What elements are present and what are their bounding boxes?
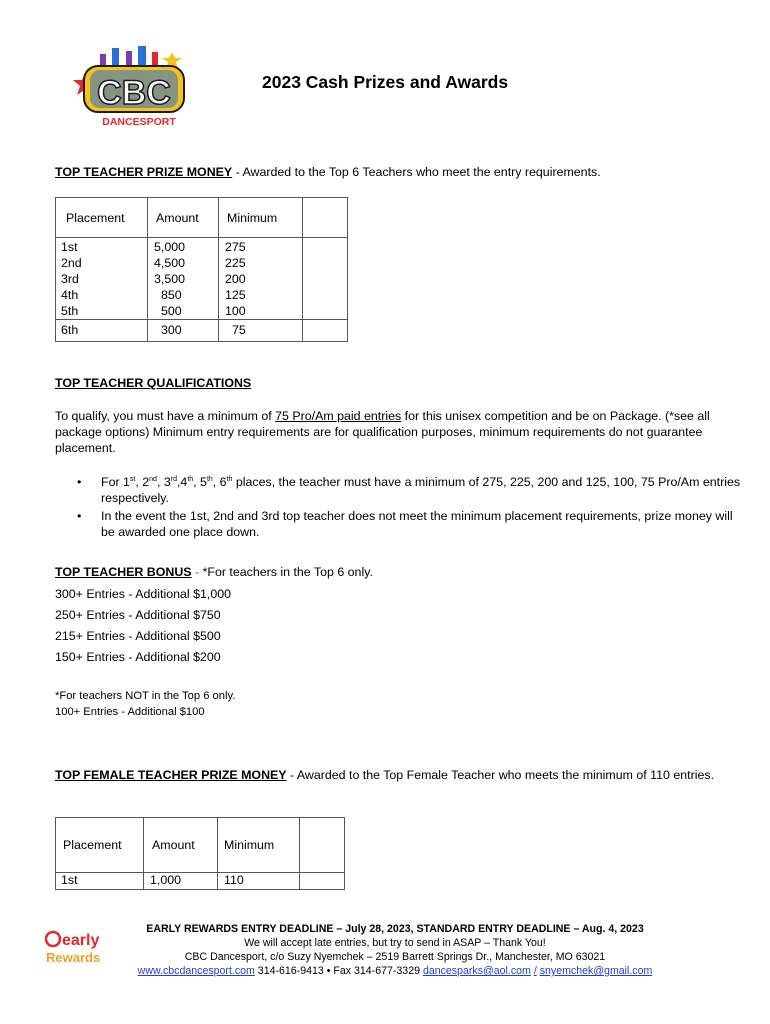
not-top-item: 100+ Entries - Additional $100	[55, 706, 205, 718]
list-item	[55, 474, 747, 506]
female-minimum: 110	[218, 873, 300, 890]
table-row	[56, 873, 345, 890]
dot-separator-icon: •	[326, 965, 331, 977]
sup-2: nd	[149, 475, 157, 483]
bonus-heading-label: TOP TEACHER BONUS	[55, 565, 192, 579]
table-header-row	[56, 198, 348, 238]
qualifications-text-end: for this unisex competition and be on Package. (*see all package options) Minimum entry requirements are for qualification purposes, minimum requirements do not guarantee placement.	[55, 409, 710, 455]
prize-money-table	[55, 197, 348, 342]
logo-letters: CBC	[97, 74, 171, 112]
qualifications-min-entries: 75 Pro/Am paid entries	[275, 409, 402, 423]
female-prize-table	[55, 817, 345, 890]
table-row	[56, 320, 348, 342]
blank-cell	[300, 873, 345, 890]
bullet-icon: •	[77, 475, 82, 489]
blank-cell	[303, 238, 348, 320]
email-link-2[interactable]: snyemchek@gmail.com	[539, 965, 653, 977]
table-row	[56, 238, 348, 320]
list-item: 250+ Entries - Additional $750	[55, 608, 221, 622]
bullet-icon: •	[77, 509, 82, 523]
bullet1-text-end: places, the teacher must have a minimum of 275, 225, 200 and 125, 100, 75 Pro/Am entries respectively.	[101, 475, 741, 505]
female-placement: 1st	[56, 873, 144, 890]
placement-5th: 5th	[61, 304, 79, 318]
page-title: 2023 Cash Prizes and Awards	[262, 72, 509, 92]
sup-6: th	[226, 475, 233, 483]
qualifications-text-start: To qualify, you must have a minimum of	[55, 409, 276, 423]
website-link[interactable]: www.cbcdancesport.com	[137, 965, 255, 977]
qualifications-heading-label: TOP TEACHER QUALIFICATIONS	[55, 376, 252, 390]
qualifications-list	[55, 474, 747, 542]
phone-number: 314-616-9413	[257, 965, 324, 977]
female-description: - Awarded to the Top Female Teacher who meets the minimum of 110 entries.	[286, 768, 715, 782]
email-separator: /	[533, 965, 537, 977]
table-header-row	[56, 818, 345, 873]
header-minimum: Minimum	[219, 198, 303, 238]
blank-cell	[303, 320, 348, 342]
list-item: 150+ Entries - Additional $200	[55, 650, 221, 664]
amount-4th: 850	[161, 288, 182, 302]
minimum-3rd: 200	[225, 272, 246, 286]
amount-6th: 300	[148, 320, 219, 342]
bullet1-num-4: ,4	[176, 475, 188, 489]
bonus-dash: -	[191, 565, 203, 579]
header-blank	[303, 198, 348, 238]
logo-tagline: DANCESPORT	[102, 116, 176, 128]
qualifications-paragraph	[55, 408, 747, 456]
female-heading-label: TOP FEMALE TEACHER PRIZE MONEY	[55, 768, 287, 782]
bullet1-num-2: , 2	[135, 475, 150, 489]
header-minimum: Minimum	[218, 818, 300, 873]
logo-graphic	[68, 42, 198, 132]
minimum-list	[219, 238, 303, 320]
minimum-2nd: 225	[225, 256, 246, 270]
prize-money-description: - Awarded to the Top 6 Teachers who meet the entry requirements.	[232, 165, 601, 179]
sup-3: rd	[170, 475, 177, 483]
female-amount: 1,000	[144, 873, 218, 890]
list-item: 300+ Entries - Additional $1,000	[55, 587, 232, 601]
header-placement: Placement	[56, 818, 144, 873]
bullet1-text-start: For 1	[101, 475, 130, 489]
female-heading	[55, 767, 750, 783]
bonus-heading	[55, 565, 373, 579]
sup-4: th	[187, 475, 194, 483]
placement-3rd: 3rd	[61, 272, 79, 286]
placement-6th: 6th	[56, 320, 148, 342]
header-amount: Amount	[148, 198, 219, 238]
list-item: 215+ Entries - Additional $500	[55, 629, 221, 643]
bullet2-text: In the event the 1st, 2nd and 3rd top teacher does not meet the minimum placement requirements, prize money will be awarded one place down.	[101, 509, 733, 539]
list-item	[55, 508, 747, 540]
header-blank	[300, 818, 345, 873]
amount-3rd: 3,500	[154, 272, 186, 286]
amount-1st: 5,000	[154, 240, 186, 254]
minimum-6th: 75	[219, 320, 303, 342]
badge-bottom-text: Rewards	[46, 950, 101, 965]
contact-line	[95, 964, 695, 978]
header-amount: Amount	[144, 818, 218, 873]
placement-list	[56, 238, 148, 320]
address-line: CBC Dancesport, c/o Suzy Nyemchek – 2519 Barrett Springs Dr., Manchester, MO 63021	[184, 951, 606, 963]
minimum-4th: 125	[225, 288, 246, 302]
fax-number: Fax 314-677-3329	[333, 965, 420, 977]
qualifications-heading	[55, 376, 251, 390]
placement-1st: 1st	[61, 240, 78, 254]
bullet1-num-6: , 6	[212, 475, 227, 489]
placement-4th: 4th	[61, 288, 79, 302]
sup-5: th	[206, 475, 213, 483]
amount-5th: 500	[161, 304, 182, 318]
placement-2nd: 2nd	[61, 256, 82, 270]
bullet1-num-5: , 5	[193, 475, 207, 489]
not-top-note: *For teachers NOT in the Top 6 only.	[55, 690, 236, 702]
bonus-list	[55, 584, 231, 668]
minimum-1st: 275	[225, 240, 246, 254]
prize-money-heading	[55, 165, 601, 179]
late-entries-line: We will accept late entries, but try to send in ASAP – Thank You!	[244, 937, 546, 949]
header-placement: Placement	[56, 198, 148, 238]
cbc-dancesport-logo	[68, 42, 198, 132]
minimum-5th: 100	[225, 304, 246, 318]
badge-top-text: early	[62, 932, 100, 949]
email-link-1[interactable]: dancesparks@aol.com	[422, 965, 531, 977]
deadline-line: EARLY REWARDS ENTRY DEADLINE – July 28, 2023, STANDARD ENTRY DEADLINE – Aug. 4, 2023	[146, 923, 644, 935]
amount-list	[148, 238, 219, 320]
prize-money-heading-label: TOP TEACHER PRIZE MONEY	[55, 165, 233, 179]
footer	[95, 922, 695, 978]
amount-2nd: 4,500	[154, 256, 186, 270]
bullet1-num-3: , 3	[156, 475, 171, 489]
bonus-note: *For teachers in the Top 6 only.	[202, 565, 373, 579]
sup-1: st	[129, 475, 136, 483]
